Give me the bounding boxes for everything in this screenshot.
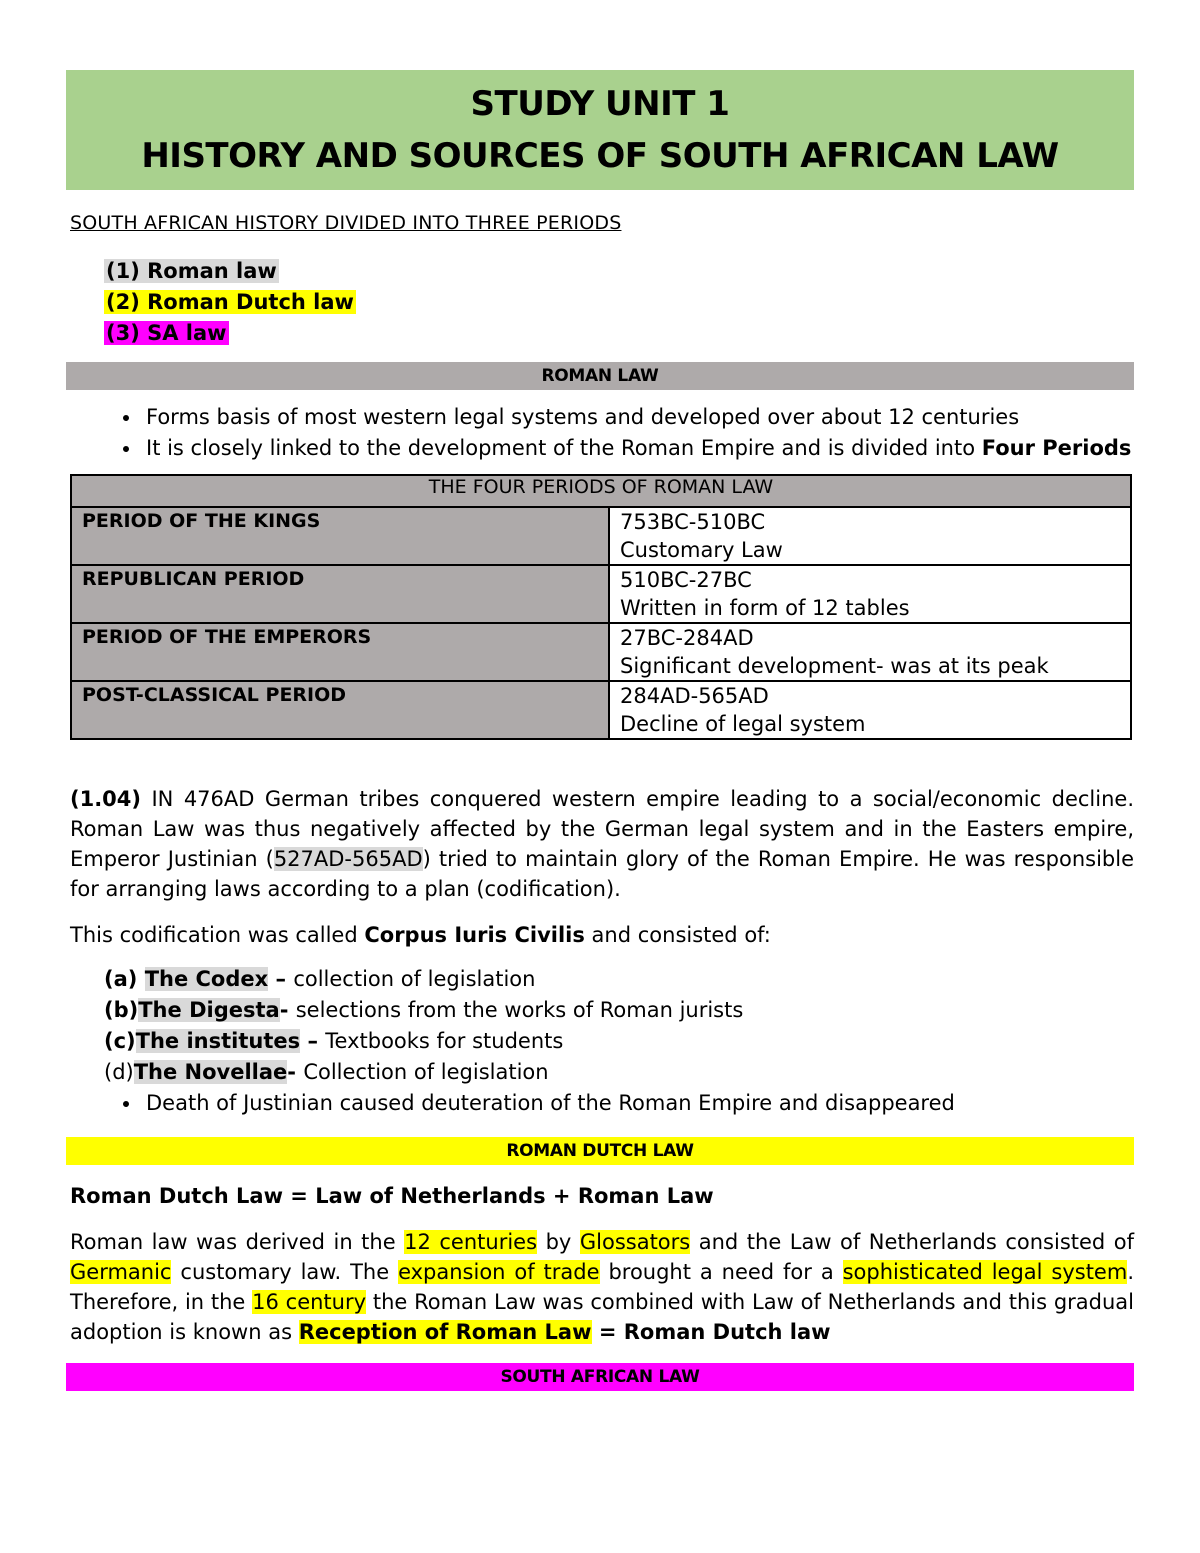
roman-law-banner: ROMAN LAW: [66, 362, 1134, 390]
period-detail-cell: [609, 507, 1131, 565]
period-dates: 284AD-565AD: [620, 684, 769, 708]
roman-dutch-law-equation: Roman Dutch Law = Law of Netherlands + Roman Law: [70, 1184, 714, 1208]
period-detail-cell: [609, 623, 1131, 681]
bullet-bold-text: Four Periods: [981, 436, 1132, 460]
part-separator: –: [268, 967, 294, 991]
part-description: collection of legislation: [293, 967, 536, 991]
unit-subtitle: HISTORY AND SOURCES OF SOUTH AFRICAN LAW: [141, 136, 1059, 176]
history-periods-heading: SOUTH AFRICAN HISTORY DIVIDED INTO THREE PERIODS: [70, 212, 622, 234]
period-name-cell: PERIOD OF THE EMPERORS: [71, 623, 609, 681]
part-description: Textbooks for students: [325, 1029, 564, 1053]
list-item: • Forms basis of most western legal systems and developed over about 12 centuries: [142, 402, 1134, 433]
part-description: Collection of legislation: [303, 1060, 549, 1084]
study-unit-title: STUDY UNIT 1: [470, 84, 730, 124]
part-description: selections from the works of Roman jurists: [295, 998, 744, 1022]
period-name-cell: POST-CLASSICAL PERIOD: [71, 681, 609, 739]
roman-dutch-law-paragraph: [66, 1227, 1134, 1347]
table-row: [71, 565, 1131, 623]
list-item: [104, 1026, 1134, 1057]
part-separator: -: [287, 1060, 304, 1084]
codification-paragraph: [66, 920, 1134, 950]
part-prefix: (b): [104, 998, 139, 1022]
highlighted-term: sophisticated legal system: [842, 1260, 1128, 1284]
highlighted-term: Germanic: [70, 1260, 172, 1284]
period-description: Decline of legal system: [620, 712, 866, 736]
paragraph-text: and consisted of:: [584, 923, 771, 947]
section-reference: (1.04): [70, 787, 142, 811]
justinian-death-bullet: [66, 1088, 1134, 1119]
roman-dutch-law-banner: ROMAN DUTCH LAW: [66, 1137, 1134, 1165]
period-detail-cell: [609, 681, 1131, 739]
table-header: THE FOUR PERIODS OF ROMAN LAW: [71, 475, 1131, 507]
list-item: [142, 433, 1134, 464]
paragraph-text: the Roman Law was combined with Law of Netherlands and this gradual adoption is known as: [70, 1290, 1134, 1344]
period-description: Written in form of 12 tables: [620, 596, 910, 620]
period-name-cell: REPUBLICAN PERIOD: [71, 565, 609, 623]
part-name: The Digesta: [138, 998, 280, 1022]
period-roman-dutch-law: (2) Roman Dutch law: [106, 290, 354, 314]
highlighted-term: Glossators: [579, 1230, 691, 1254]
period-description: Customary Law: [620, 538, 783, 562]
table-row: [71, 681, 1131, 739]
history-periods-list: [66, 256, 1134, 349]
period-name-cell: PERIOD OF THE KINGS: [71, 507, 609, 565]
justinian-paragraph: [66, 784, 1134, 904]
paragraph-text: . Therefore, in the: [70, 1260, 1134, 1314]
list-item: [104, 995, 1134, 1026]
period-dates: 27BC-284AD: [620, 626, 754, 650]
list-item: [104, 964, 1134, 995]
south-african-law-banner: SOUTH AFRICAN LAW: [66, 1363, 1134, 1391]
period-dates: 753BC-510BC: [620, 510, 766, 534]
paragraph-bold-text: = Roman Dutch law: [591, 1320, 831, 1344]
bullet-text: It is closely linked to the development of the Roman Empire and is divided into: [146, 436, 982, 460]
part-name: The institutes: [135, 1029, 301, 1053]
paragraph-text: brought a need for a: [599, 1260, 843, 1284]
paragraph-text: This codification was called: [70, 923, 365, 947]
part-separator: –: [300, 1029, 326, 1053]
list-item: • Death of Justinian caused deuteration of the Roman Empire and disappeared: [142, 1088, 1134, 1119]
highlighted-term: 12 centuries: [404, 1230, 538, 1254]
roman-law-bullets: [66, 402, 1134, 464]
part-prefix: (d): [104, 1060, 134, 1084]
corpus-parts-list: [66, 964, 1134, 1088]
paragraph-text: by: [537, 1230, 580, 1254]
period-sa-law: (3) SA law: [106, 321, 227, 345]
period-dates: 510BC-27BC: [620, 568, 752, 592]
title-box: [66, 70, 1134, 190]
paragraph-text: Roman law was derived in the: [70, 1230, 405, 1254]
part-prefix: (c): [104, 1029, 136, 1053]
part-name: The Codex: [144, 967, 269, 991]
part-separator: -: [279, 998, 296, 1022]
highlighted-term: Reception of Roman Law: [298, 1320, 592, 1344]
period-roman-law: (1) Roman law: [106, 259, 277, 283]
roman-law-periods-table: [70, 474, 1132, 740]
part-name: The Novellae: [133, 1060, 288, 1084]
list-item: [104, 1057, 1134, 1088]
paragraph-text: ) tried to maintain glory of the Roman Empire. He was responsible for arranging laws according to a plan (codification).: [70, 847, 1135, 901]
paragraph-text: customary law. The: [171, 1260, 399, 1284]
period-description: Significant development- was at its peak: [620, 654, 1049, 678]
table-row: [71, 623, 1131, 681]
highlighted-term: expansion of trade: [398, 1260, 600, 1284]
corpus-iuris-civilis: Corpus Iuris Civilis: [364, 923, 585, 947]
justinian-dates: 527AD-565AD: [273, 847, 423, 871]
part-prefix: (a): [104, 967, 145, 991]
period-detail-cell: [609, 565, 1131, 623]
paragraph-text: and the Law of Netherlands consisted of: [690, 1230, 1135, 1254]
table-row: [71, 507, 1131, 565]
highlighted-term: 16 century: [252, 1290, 367, 1314]
paragraph-text: IN 476AD German tribes conquered western empire leading to a social/economic decline. Roman Law was thus negatively affected by the German legal system and in the Easters empire, Emperor Justinian (: [70, 787, 1134, 871]
document-page: [66, 70, 1134, 1391]
